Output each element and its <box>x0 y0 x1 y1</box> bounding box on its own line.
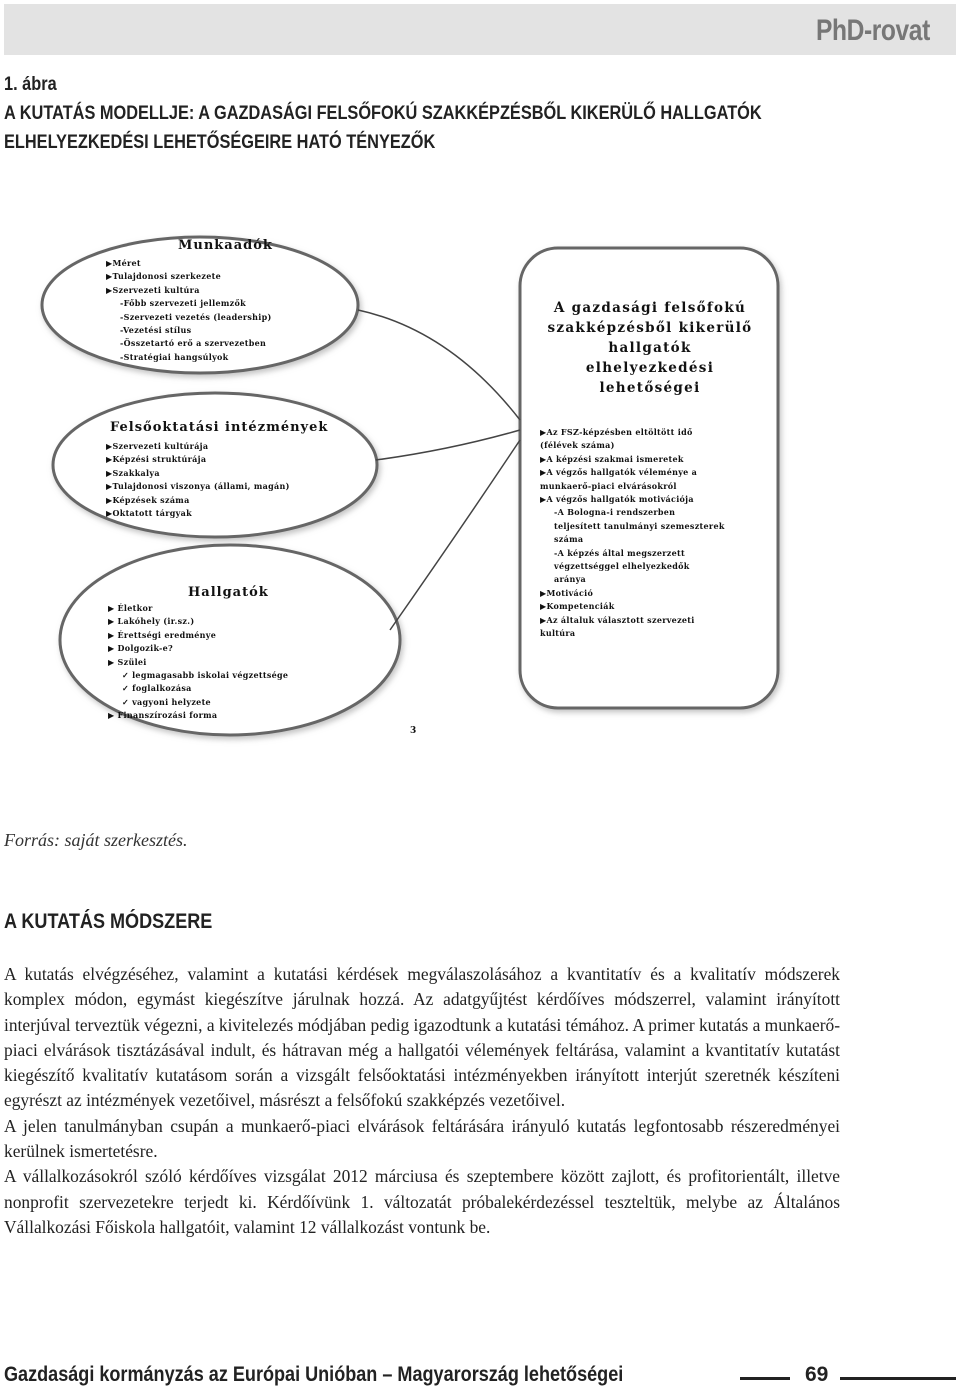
outcome-title-line: szakképzésből kikerülő <box>547 320 753 336</box>
footer-rule <box>740 1377 790 1380</box>
body-text <box>4 962 840 1240</box>
list-item: -A képzés által megszerzett <box>554 547 686 558</box>
stray-mark: 3 <box>410 726 417 736</box>
figure-title-line-2: ELHELYEZKEDÉSI LEHETŐSÉGEIRE HATÓ TÉNYEZŐK <box>4 132 436 153</box>
list-item: ▶ Életkor <box>108 603 153 613</box>
students-title: Hallgatók <box>188 585 269 600</box>
list-item: ▶ Érettségi eredménye <box>108 629 217 640</box>
figure-source: Forrás: saját szerkesztés. <box>4 830 188 850</box>
list-item: ▶Szervezeti kultúrája <box>106 441 209 451</box>
list-item: ▶A képzési szakmai ismeretek <box>540 453 684 464</box>
list-item: ▶Képzési struktúrája <box>106 454 207 465</box>
list-item: ▶Tulajdonosi szerkezete <box>106 271 222 282</box>
paragraph: A jelen tanulmányban csupán a munkaerő-piaci elvárások feltárására irányuló kutatás legfontosabb részeredményei kerülnek ismertetésre. <box>4 1115 840 1162</box>
connector-employers <box>358 310 520 420</box>
footer-rule <box>840 1377 956 1380</box>
list-item: kultúra <box>540 628 576 639</box>
outcome-title <box>530 298 770 398</box>
institutions-list <box>106 440 290 520</box>
page-number: 69 <box>805 1363 829 1386</box>
list-item: -Összetartó erő a szervezetben <box>120 338 267 349</box>
list-item: ▶Az általuk választott szervezeti <box>540 614 695 625</box>
section-title: A KUTATÁS MÓDSZERE <box>4 910 213 933</box>
list-item: ▶Szakkalya <box>106 467 160 478</box>
list-item: (félévek száma) <box>540 440 615 451</box>
list-item: aránya <box>554 574 587 585</box>
list-item: ▶A végzős hallgatók motivációja <box>540 494 694 505</box>
footer-title: Gazdasági kormányzás az Európai Unióban – Magyarország lehetőségei <box>4 1363 624 1386</box>
list-item: -A Bologna-i rendszerben <box>554 507 676 518</box>
students-list <box>108 602 288 723</box>
list-item: ✓ legmagasabb iskolai végzettsége <box>122 670 289 681</box>
figure-title-line-1: A KUTATÁS MODELLJE: A GAZDASÁGI FELSŐFOKÚ SZAKKÉPZÉSBŐL KIKERÜLŐ HALLGATÓK <box>4 103 762 124</box>
list-item: ▶Tulajdonosi viszonya (állami, magán) <box>106 481 290 492</box>
list-item: -Főbb szervezeti jellemzők <box>120 298 246 309</box>
connector-institutions <box>376 430 520 460</box>
list-item: ▶ Lakóhely (ir.sz.) <box>108 616 195 627</box>
employers-list <box>106 257 272 364</box>
figure-caption <box>4 70 823 157</box>
figure-number: 1. ábra <box>4 74 57 95</box>
paragraph: A kutatás elvégzéséhez, valamint a kutatási kérdések megválaszolásához a kvantitatív és a kvalitatív módszerek komplex módon, egymást kiegészítve járulnak hozzá. Az adatgyűjtést kérdőíves módszerrel, valamint irányított interjúval terveztük végezni, a kivitelezés módjában pedig igazodtunk a kutatási témához. A primer kutatás a munkaerő-piaci elvárások tisztázásával indult, és hátravan még a hallgatói vélemények feltárása, valamint a kvantitatív kutatást kiegészítő kvalitatív kutatásom során a vizsgált felsőoktatási intézményekben irányított interjút szeretnék készíteni egyrészt az intézmények vezetőivel, másrészt a felsőfokú szakképzés vezetőivel. <box>4 964 840 1111</box>
list-item: ▶Szervezeti kultúra <box>106 284 200 295</box>
list-item: ▶Képzések száma <box>106 494 190 505</box>
list-item: -Szervezeti vezetés (leadership) <box>120 311 272 322</box>
list-item: száma <box>554 534 584 545</box>
section-label: PhD-rovat <box>816 14 930 47</box>
list-item: ▶ Szülei <box>108 656 147 667</box>
list-item: ✓ vagyoni helyzete <box>122 696 211 707</box>
outcome-list <box>540 426 725 641</box>
outcome-title-line: lehetőségei <box>599 380 701 396</box>
research-model-diagram <box>30 230 810 750</box>
list-item: -Vezetési stílus <box>120 325 192 336</box>
list-item: ✓ foglalkozása <box>122 683 192 694</box>
header-bar <box>4 4 956 55</box>
list-item: munkaerő-piaci elvárásokról <box>540 480 677 491</box>
list-item: ▶Az FSZ-képzésben eltöltött idő <box>540 427 693 437</box>
institutions-title: Felsőoktatási intézmények <box>110 420 329 435</box>
outcome-title-line: A gazdasági felsőfokú <box>553 300 747 316</box>
list-item: ▶Kompetenciák <box>540 601 615 612</box>
paragraph: A vállalkozásokról szóló kérdőíves vizsgálat 2012 márciusa és szeptembere között zajlott, és profitorientált, illetve nonprofit szervezetekre terjedt ki. Kérdőívünk 1. változatát próbalekérdezéssel teszteltük, melybe az Általános Vállalkozási Főiskola hallgatóit, valamint 12 vállalkozást vontunk be. <box>4 1166 840 1237</box>
list-item: ▶Méret <box>106 258 141 268</box>
list-item: teljesített tanulmányi szemeszterek <box>554 520 725 531</box>
list-item: ▶ Finanszírozási forma <box>108 710 218 721</box>
employers-title: Munkaadók <box>178 238 273 253</box>
list-item: ▶Oktatott tárgyak <box>106 508 192 519</box>
connector-students <box>390 440 520 630</box>
list-item: ▶A végzős hallgatók véleménye a <box>540 467 698 478</box>
list-item: ▶ Dolgozik-e? <box>108 643 173 654</box>
list-item: ▶Motiváció <box>540 587 594 598</box>
list-item: -Stratégiai hangsúlyok <box>120 351 229 362</box>
outcome-title-line: elhelyezkedési <box>585 360 715 376</box>
list-item: végzettséggel elhelyezkedők <box>554 561 690 572</box>
outcome-title-line: hallgatók <box>608 340 692 356</box>
